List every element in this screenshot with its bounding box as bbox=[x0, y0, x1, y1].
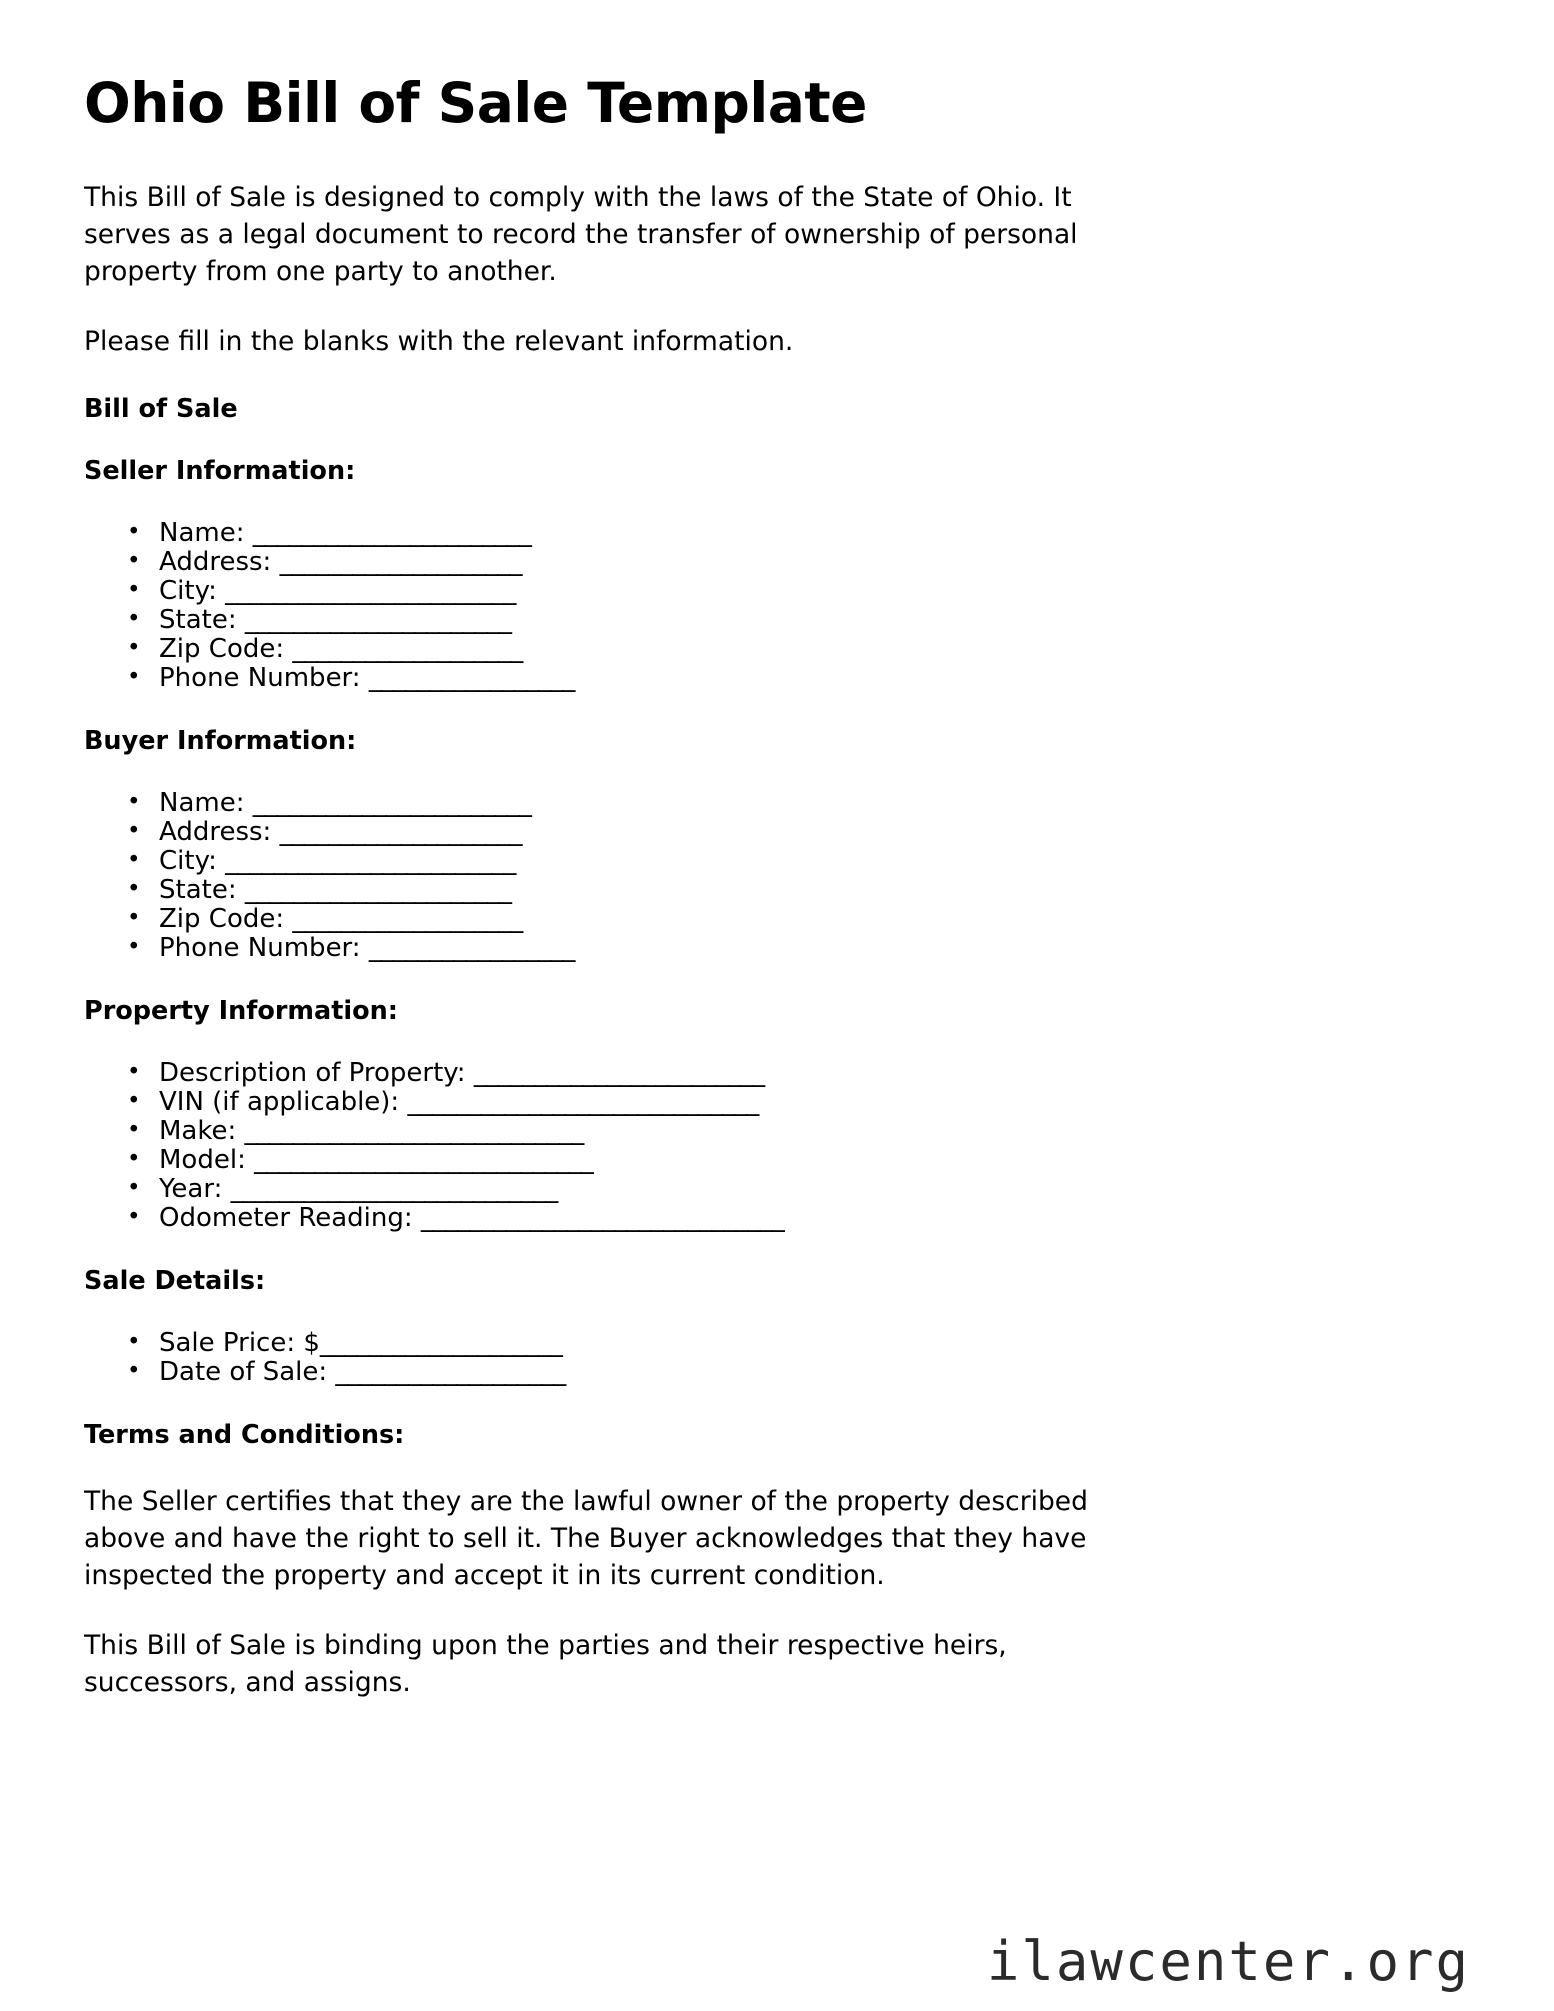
sale-details-fields-list bbox=[84, 1329, 1470, 1387]
intro-paragraph: This Bill of Sale is designed to comply with the laws of the State of Ohio. It serves as a legal document to record the transfer of ownership of personal property from one party to another. bbox=[84, 182, 1078, 288]
field-blank[interactable]: ___________________ bbox=[292, 904, 523, 935]
field-label: Name: bbox=[159, 518, 253, 549]
field-label: Address: bbox=[159, 817, 280, 848]
list-item bbox=[127, 1088, 1470, 1117]
list-item bbox=[127, 876, 1470, 905]
list-item bbox=[127, 519, 1470, 548]
field-label: Description of Property: bbox=[159, 1058, 474, 1089]
list-item bbox=[127, 818, 1470, 847]
field-blank[interactable]: ________________________ bbox=[225, 846, 516, 877]
field-label: Date of Sale: bbox=[159, 1357, 336, 1388]
field-blank[interactable]: _______________________ bbox=[252, 788, 532, 819]
field-blank[interactable]: _______________________ bbox=[252, 518, 532, 549]
field-label: VIN (if applicable): bbox=[159, 1087, 408, 1118]
field-blank[interactable]: ______________________ bbox=[244, 605, 512, 636]
field-label: Make: bbox=[159, 1116, 245, 1147]
field-blank[interactable]: ____________________ bbox=[319, 1328, 562, 1359]
page-title: Ohio Bill of Sale Template bbox=[84, 71, 867, 135]
field-blank[interactable]: ________________________ bbox=[225, 576, 516, 607]
field-blank[interactable]: ________________________ bbox=[473, 1058, 765, 1089]
field-label: Phone Number: bbox=[159, 663, 369, 694]
seller-fields-list bbox=[84, 519, 1470, 693]
bill-of-sale-heading: Bill of Sale bbox=[84, 394, 238, 425]
list-item bbox=[127, 664, 1470, 693]
field-label: Odometer Reading: bbox=[159, 1203, 421, 1234]
field-label: State: bbox=[159, 605, 245, 636]
list-item bbox=[127, 1329, 1470, 1358]
buyer-fields-list bbox=[84, 789, 1470, 963]
list-item bbox=[127, 905, 1470, 934]
list-item bbox=[127, 934, 1470, 963]
field-blank[interactable]: _________________ bbox=[368, 663, 575, 694]
list-item bbox=[127, 847, 1470, 876]
list-item bbox=[127, 635, 1470, 664]
field-blank[interactable]: ____________________ bbox=[279, 817, 522, 848]
terms-paragraph-1: The Seller certifies that they are the lawful owner of the property described above and have the right to sell it. The Buyer acknowledges that they have inspected the property and accept it in its current condition. bbox=[84, 1486, 1088, 1592]
list-item bbox=[127, 1146, 1470, 1175]
sale-details-heading: Sale Details: bbox=[84, 1266, 266, 1297]
field-label: City: bbox=[159, 846, 226, 877]
field-blank[interactable]: ___________________ bbox=[335, 1357, 566, 1388]
field-blank[interactable]: ____________________________ bbox=[244, 1116, 584, 1147]
list-item bbox=[127, 1175, 1470, 1204]
terms-paragraph-2: This Bill of Sale is binding upon the parties and their respective heirs, successors, and assigns. bbox=[84, 1630, 1007, 1699]
site-watermark: ilawcenter.org bbox=[986, 1930, 1470, 1993]
list-item bbox=[127, 548, 1470, 577]
field-label: Model: bbox=[159, 1145, 255, 1176]
field-blank[interactable]: _____________________________ bbox=[407, 1087, 759, 1118]
field-label: Name: bbox=[159, 788, 253, 819]
field-label: Year: bbox=[159, 1174, 231, 1205]
field-blank[interactable]: _________________ bbox=[368, 933, 575, 964]
field-blank[interactable]: ___________________ bbox=[292, 634, 523, 665]
field-label: Zip Code: bbox=[159, 634, 293, 665]
list-item bbox=[127, 1204, 1470, 1233]
field-blank[interactable]: ______________________ bbox=[244, 875, 512, 906]
terms-and-conditions-heading: Terms and Conditions: bbox=[84, 1420, 405, 1451]
list-item bbox=[127, 606, 1470, 635]
list-item bbox=[127, 1117, 1470, 1146]
list-item bbox=[127, 1059, 1470, 1088]
list-item bbox=[127, 789, 1470, 818]
field-blank[interactable]: ______________________________ bbox=[420, 1203, 784, 1234]
property-information-heading: Property Information: bbox=[84, 996, 399, 1027]
instruction-paragraph: Please fill in the blanks with the relevant information. bbox=[84, 326, 794, 358]
field-label: Phone Number: bbox=[159, 933, 369, 964]
field-blank[interactable]: ____________________ bbox=[279, 547, 522, 578]
field-blank[interactable]: ____________________________ bbox=[254, 1145, 593, 1176]
field-label: State: bbox=[159, 875, 245, 906]
list-item bbox=[127, 1358, 1470, 1387]
field-blank[interactable]: ___________________________ bbox=[230, 1174, 558, 1205]
field-label: Zip Code: bbox=[159, 904, 293, 935]
seller-information-heading: Seller Information: bbox=[84, 456, 356, 487]
field-label: Address: bbox=[159, 547, 280, 578]
property-fields-list bbox=[84, 1059, 1470, 1233]
list-item bbox=[127, 577, 1470, 606]
buyer-information-heading: Buyer Information: bbox=[84, 726, 357, 757]
field-label: Sale Price: $ bbox=[159, 1328, 320, 1359]
field-label: City: bbox=[159, 576, 226, 607]
